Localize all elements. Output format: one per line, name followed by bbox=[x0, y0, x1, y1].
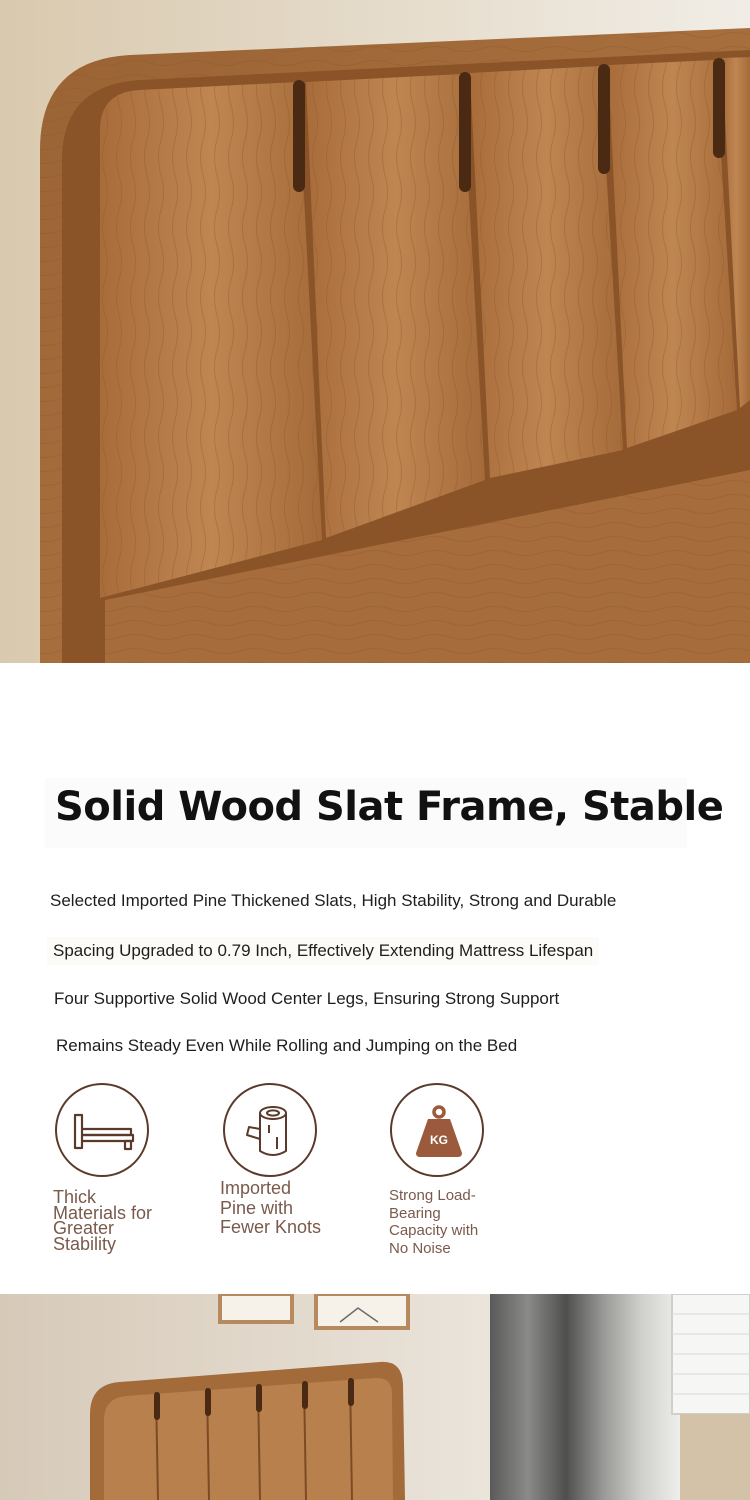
weight-icon bbox=[390, 1083, 484, 1177]
feature-line: Remains Steady Even While Rolling and Jumping on the Bed bbox=[56, 1036, 518, 1055]
bedroom-scene-image bbox=[0, 1294, 750, 1500]
bed-icon bbox=[55, 1083, 149, 1177]
log-icon bbox=[223, 1083, 317, 1177]
feature-line: Spacing Upgraded to 0.79 Inch, Effectively Extending Mattress Lifespan bbox=[47, 937, 599, 965]
highlight-label-load-bearing: Strong Load-Bearing Capacity with No Noise bbox=[389, 1187, 479, 1257]
feature-line: Four Supportive Solid Wood Center Legs, Ensuring Strong Support bbox=[54, 989, 560, 1008]
section-title-banner bbox=[45, 778, 724, 848]
weight-badge: KG bbox=[430, 1133, 448, 1147]
highlight-label-thick-materials: Thick Materials for Greater Stability bbox=[53, 1187, 153, 1254]
curtain bbox=[490, 1294, 680, 1500]
section-title: Solid Wood Slat Frame, Stable bbox=[55, 784, 724, 830]
wall-art bbox=[220, 1294, 292, 1322]
highlight-label-imported-pine: Imported Pine with Fewer Knots bbox=[220, 1178, 322, 1237]
hero-headboard-image bbox=[0, 0, 750, 663]
feature-line: Selected Imported Pine Thickened Slats, High Stability, Strong and Durable bbox=[50, 891, 617, 910]
